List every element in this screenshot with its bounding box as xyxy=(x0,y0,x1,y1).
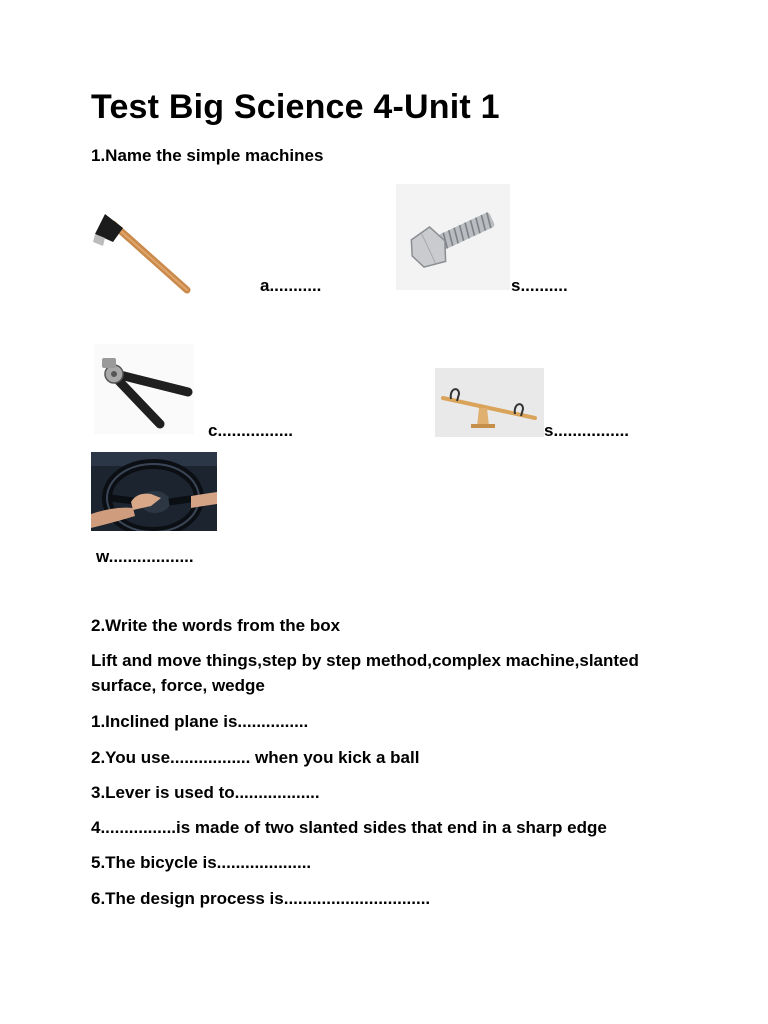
question-3: 3.Lever is used to.................. xyxy=(91,783,320,802)
screw-bolt-icon xyxy=(396,184,510,290)
blank-c: c................ xyxy=(208,421,294,440)
blank-s1: s.......... xyxy=(511,276,568,295)
section1-heading: 1.Name the simple machines xyxy=(91,146,324,165)
steering-wheel-icon xyxy=(91,452,217,531)
question-2: 2.You use................. when you kick a ball xyxy=(91,748,420,767)
question-6: 6.The design process is............................... xyxy=(91,889,431,908)
question-4: 4................is made of two slanted sides that end in a sharp edge xyxy=(91,818,607,837)
question-5: 5.The bicycle is.................... xyxy=(91,853,312,872)
page-title: Test Big Science 4-Unit 1 xyxy=(91,88,500,126)
axe-icon xyxy=(91,212,191,294)
blank-a: a........... xyxy=(260,276,322,295)
blank-s2: s................ xyxy=(544,421,630,440)
question-1: 1.Inclined plane is............... xyxy=(91,712,309,731)
can-opener-icon xyxy=(94,344,194,434)
blank-w: w.................. xyxy=(96,547,194,566)
section2-heading: 2.Write the words from the box xyxy=(91,616,341,635)
word-box: Lift and move things,step by step method,complex machine,slanted surface, force, wedge xyxy=(91,651,639,695)
seesaw-icon xyxy=(435,368,544,437)
